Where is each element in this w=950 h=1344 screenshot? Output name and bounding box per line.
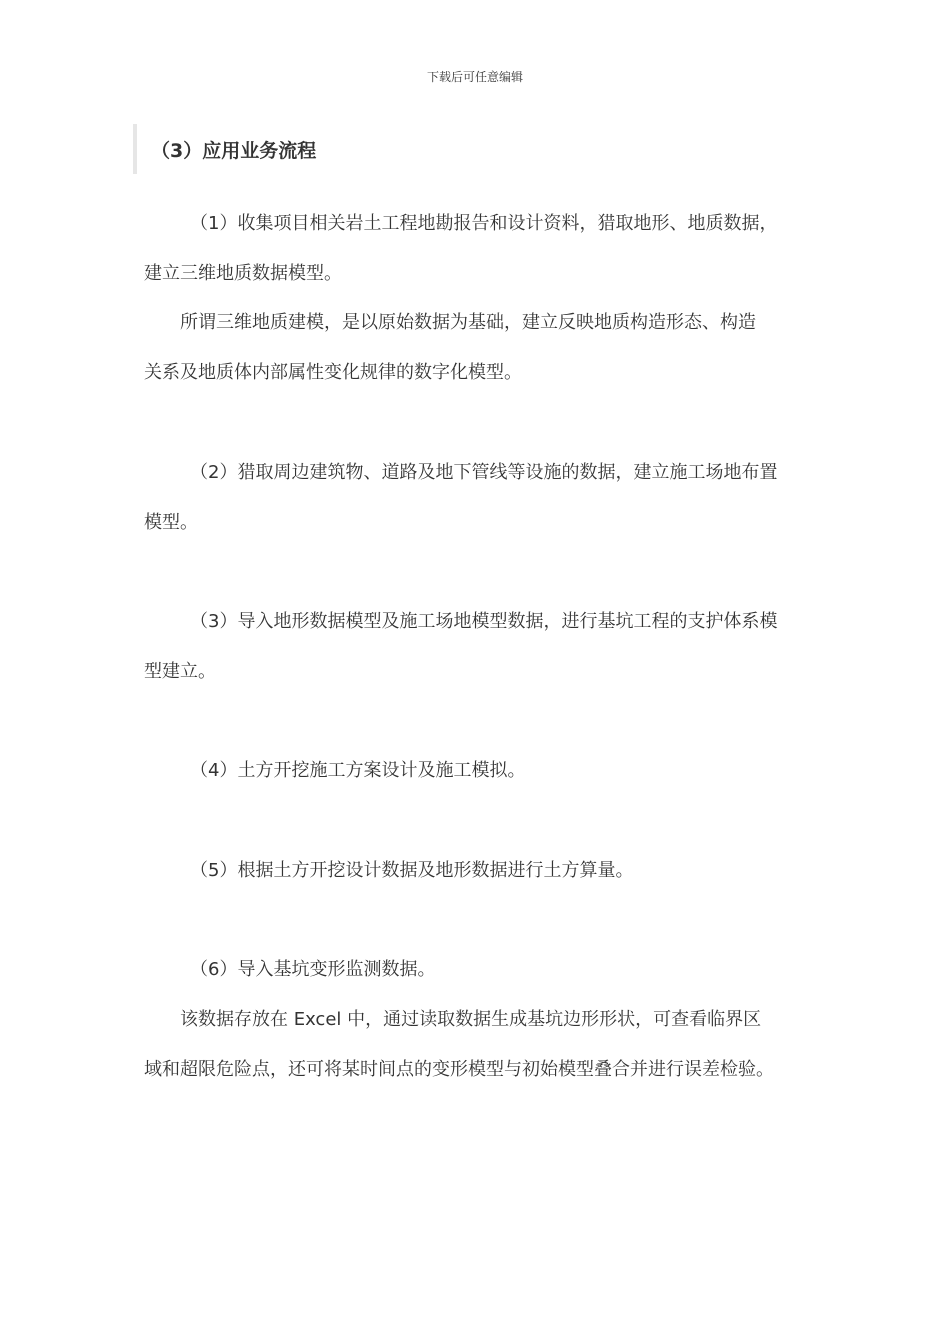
paragraph-line: （2）猎取周边建筑物、道路及地下管线等设施的数据，建立施工场地布置: [190, 462, 778, 483]
paragraph-step-2: [144, 448, 808, 548]
paragraph-line: （5）根据土方开挖设计数据及地形数据进行土方算量。: [190, 860, 634, 881]
paragraph-line: 建立三维地质数据模型。: [144, 263, 342, 284]
paragraph-step-1: [144, 199, 808, 299]
paragraph-step-4: [144, 746, 808, 796]
paragraph-line: 模型。: [144, 512, 198, 533]
paragraph-step-6: [144, 945, 808, 995]
paragraph-line: 域和超限危险点，还可将某时间点的变形模型与初始模型叠合并进行误差检验。: [144, 1059, 774, 1080]
paragraph-modeling-definition: [144, 298, 808, 398]
section-title: （3）应用业务流程: [151, 139, 317, 162]
paragraph-line: 关系及地质体内部属性变化规律的数字化模型。: [144, 362, 522, 383]
header-note: 下载后可任意编辑: [426, 70, 523, 84]
paragraph-line: 所谓三维地质建模，是以原始数据为基础，建立反映地质构造形态、构造: [180, 312, 756, 333]
section-heading: [133, 124, 316, 174]
paragraph-line: 该数据存放在 Excel 中，通过读取数据生成基坑边形形状，可查看临界区: [180, 1009, 762, 1030]
paragraph-excel-note: [144, 995, 808, 1095]
paragraph-line: （6）导入基坑变形监测数据。: [190, 959, 436, 980]
paragraph-line: （3）导入地形数据模型及施工场地模型数据，进行基坑工程的支护体系模: [190, 611, 778, 632]
paragraph-line: （1）收集项目相关岩土工程地勘报告和设计资料，猎取地形、地质数据，: [190, 213, 778, 234]
paragraph-step-3: [144, 597, 808, 697]
paragraph-step-5: [144, 846, 808, 896]
paragraph-line: 型建立。: [144, 661, 216, 682]
paragraph-line: （4）土方开挖施工方案设计及施工模拟。: [190, 760, 526, 781]
